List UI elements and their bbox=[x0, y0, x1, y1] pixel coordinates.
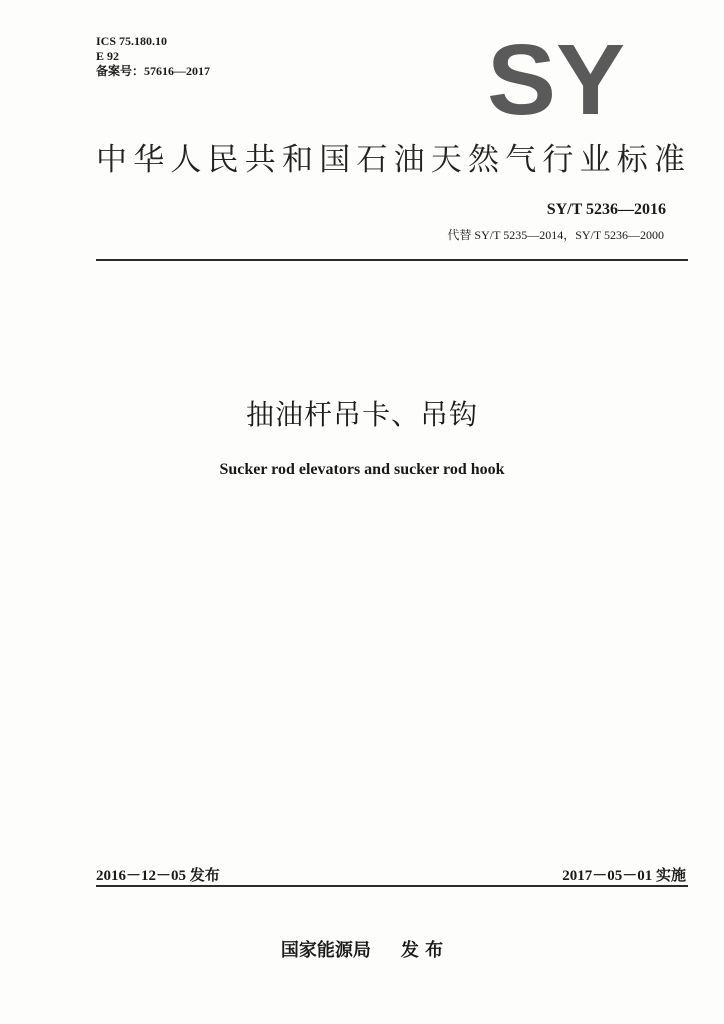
ics-code: ICS 75.180.10 bbox=[96, 34, 168, 48]
implementation-date: 2017－05－01 实施 bbox=[562, 868, 686, 884]
category-code: E 92 bbox=[96, 49, 120, 63]
sy-logo bbox=[486, 38, 626, 118]
publish-action: 发 布 bbox=[400, 940, 444, 961]
issuing-authority-title: 中华人民共和国石油天然气行业标准 bbox=[96, 142, 692, 178]
standard-code: SY/T 5236—2016 bbox=[546, 201, 666, 218]
replaced-standards: 代替 SY/T 5235—2014，SY/T 5236—2000 bbox=[447, 228, 664, 242]
document-title-chinese: 抽油杆吊卡、吊钩 bbox=[245, 398, 478, 431]
footer-divider bbox=[96, 885, 688, 887]
publisher-line bbox=[0, 936, 724, 962]
issue-date: 2016－12－05 发布 bbox=[96, 868, 220, 884]
filing-number: 备案号：57616—2017 bbox=[96, 64, 211, 78]
header-divider bbox=[96, 259, 688, 261]
document-meta bbox=[96, 34, 210, 79]
publisher-name: 国家能源局 bbox=[280, 940, 371, 961]
sy-logo-text: SY bbox=[487, 38, 625, 118]
document-title-english: Sucker rod elevators and sucker rod hook bbox=[219, 461, 505, 478]
